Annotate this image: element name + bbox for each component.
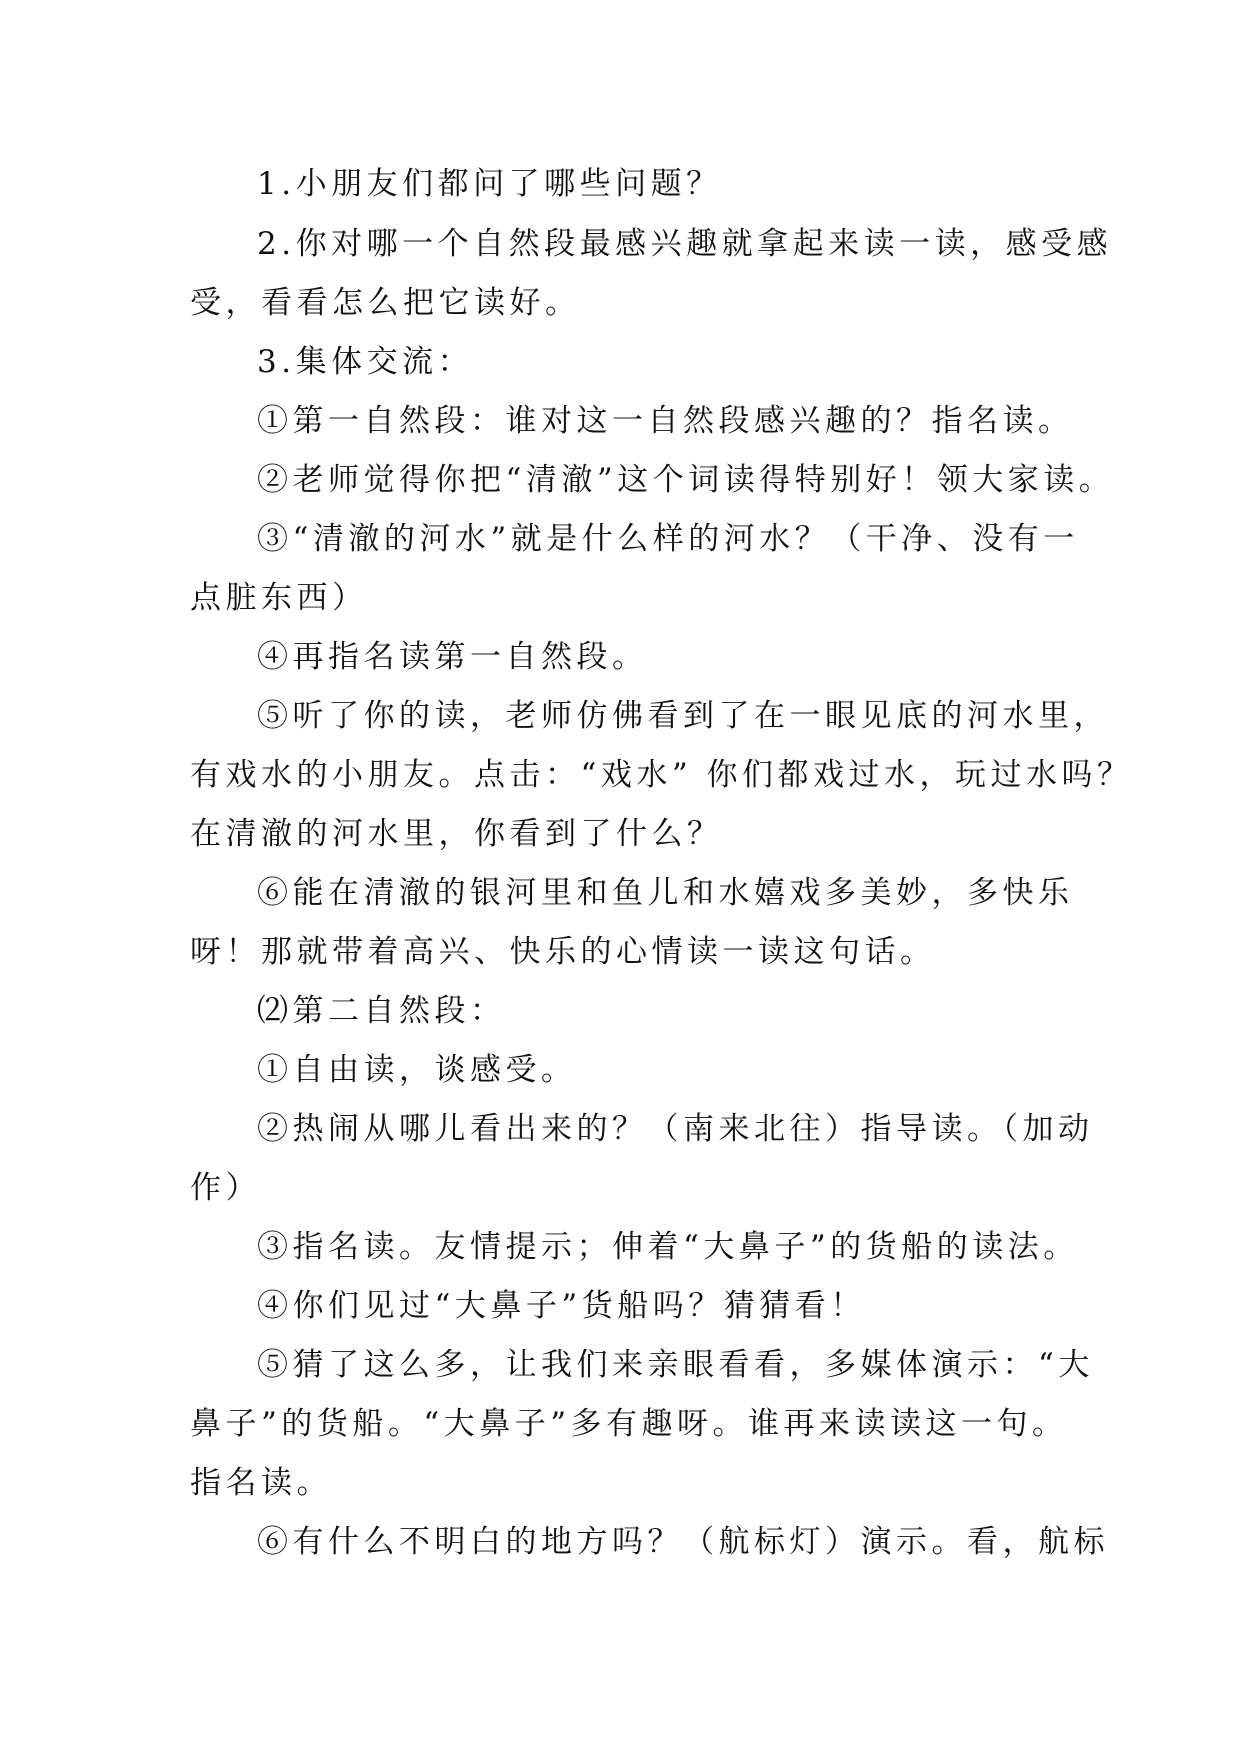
question-3-line: 3.集体交流： [257, 344, 474, 380]
item-6-line: ⑥能在清澈的银河里和鱼儿和水嬉戏多美妙，多快乐 [257, 875, 1074, 911]
item-1-line: ①第一自然段：谁对这一自然段感兴趣的？指名读。 [257, 403, 1074, 439]
section-2-item-2-continuation: 作） [190, 1170, 261, 1206]
section-2-item-3-line: ③指名读。友情提示；伸着“大鼻子”的货船的读法。 [257, 1229, 1079, 1265]
section-2-item-5-line: ⑤猜了这么多，让我们来亲眼看看，多媒体演示：“大 [257, 1347, 1094, 1383]
item-5-continuation-1: 有戏水的小朋友。点击：“戏水” 你们都戏过水，玩过水吗？ [190, 757, 1133, 793]
question-1-line: 1.小朋友们都问了哪些问题？ [257, 166, 722, 202]
item-6-continuation: 呀！那就带着高兴、快乐的心情读一读这句话。 [190, 934, 936, 970]
item-5-line: ⑤听了你的读，老师仿佛看到了在一眼见底的河水里， [257, 698, 1109, 734]
item-5-continuation-2: 在清澈的河水里，你看到了什么？ [190, 816, 723, 852]
section-2-item-4-line: ④你们见过“大鼻子”货船吗？猜猜看！ [257, 1288, 866, 1324]
section-2-heading: ⑵第二自然段： [257, 993, 506, 1029]
question-2-continuation: 受，看看怎么把它读好。 [190, 285, 581, 321]
section-2-item-2-line: ②热闹从哪儿看出来的？（南来北往）指导读。（加动 [257, 1111, 1094, 1147]
item-2-line: ②老师觉得你把“清澈”这个词读得特别好！领大家读。 [257, 462, 1115, 498]
section-2-item-6-line: ⑥有什么不明白的地方吗？（航标灯）演示。看，航标 [257, 1524, 1109, 1560]
section-2-item-5-continuation-1: 鼻子”的货船。“大鼻子”多有趣呀。谁再来读读这一句。 [190, 1406, 1068, 1442]
section-2-item-1-line: ①自由读，谈感受。 [257, 1052, 577, 1088]
section-2-item-5-continuation-2: 指名读。 [190, 1465, 332, 1501]
item-3-line: ③“清澈的河水”就是什么样的河水？（干净、没有一 [257, 521, 1079, 557]
item-3-continuation: 点脏东西） [190, 580, 368, 616]
question-2-line: 2.你对哪一个自然段最感兴趣就拿起来读一读，感受感 [257, 226, 1113, 262]
item-4-line: ④再指名读第一自然段。 [257, 639, 648, 675]
